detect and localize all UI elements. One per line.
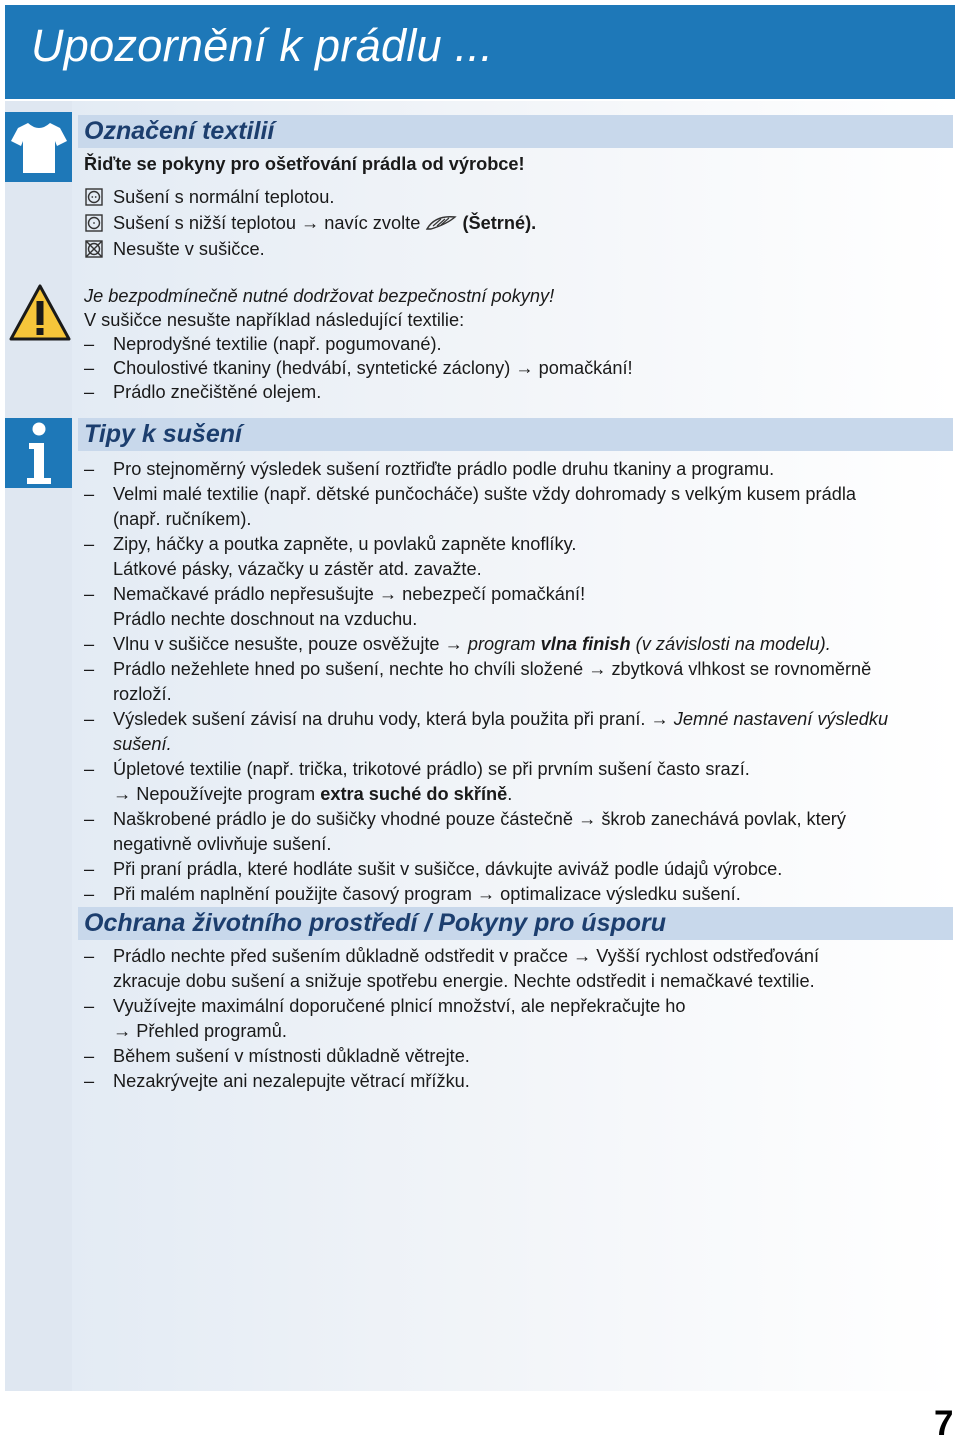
warning-heading: Je bezpodmínečně nutné dodržovat bezpečnostní pokyny! [84, 286, 555, 306]
tip-wool-program: program [467, 634, 536, 654]
gentle-icon [425, 214, 457, 232]
symbol-low-text [113, 214, 536, 232]
info-icon-box [5, 418, 72, 488]
bullet-dash: – [84, 484, 95, 504]
tip-line: Zipy, háčky a poutka zapněte, u povlaků zapněte knoflíky. [113, 534, 577, 554]
tip-line: Úpletové textilie (např. trička, trikotové prádlo) se při prvním sušení často srazí. [113, 759, 750, 779]
tip-line: Prádlo nechte doschnout na vzduchu. [113, 609, 418, 629]
tip-line: Velmi malé textilie (např. dětské punčocháče) sušte vždy dohromady s velkým kusem prádla [113, 484, 856, 504]
textile-intro: Řiďte se pokyny pro ošetřování prádla od výrobce! [84, 154, 525, 174]
symbol-no-dry-text: Nesušte v sušičce. [113, 239, 265, 259]
tip-line: Při malém naplnění použijte časový program → optimalizace výsledku sušení. [113, 884, 741, 904]
eco-section-title: Ochrana životního prostředí / Pokyny pro úsporu [84, 909, 667, 937]
tip-line [113, 785, 512, 803]
bullet-dash: – [84, 809, 95, 829]
tip-wool-text: Vlnu v sušičce nesušte, pouze osvěžujte → [113, 634, 463, 654]
tip-line: sušení. [113, 734, 172, 754]
warning-item: Choulostivé tkaniny (hedvábí, syntetické záclony) → pomačkání! [113, 358, 633, 378]
eco-line: Využívejte maximální doporučené plnicí množství, ale nepřekračujte ho [113, 996, 686, 1016]
textile-section-title: Označení textilií [84, 117, 275, 145]
tip-line [113, 635, 831, 653]
do-not-tumble-dry-icon [85, 240, 103, 258]
tumble-dry-normal-icon [85, 188, 103, 206]
eco-line: → Přehled programů. [113, 1021, 287, 1041]
warning-intro: V sušičce nesušte například následující textilie: [84, 310, 465, 330]
tip-line: Látkové pásky, vázačky u zástěr atd. zavažte. [113, 559, 482, 579]
bullet-dash: – [84, 1071, 95, 1091]
tip-water-link: Jemné nastavení výsledku [673, 709, 889, 729]
warning-icon [8, 282, 72, 344]
eco-line: Nezakrývejte ani nezalepujte větrací mřížku. [113, 1071, 470, 1091]
bullet-dash: – [84, 996, 95, 1016]
bullet-dash: – [84, 382, 95, 402]
bullet-dash: – [84, 459, 95, 479]
symbol-normal-text: Sušení s normální teplotou. [113, 187, 335, 207]
bullet-dash: – [84, 946, 95, 966]
symbol-low-text-before: Sušení s nižší teplotou → navíc zvolte [113, 213, 421, 233]
tip-line: rozloží. [113, 684, 172, 704]
page-header [5, 5, 955, 99]
shirt-icon [10, 119, 68, 175]
tip-line [113, 710, 888, 728]
tip-line: negativně ovlivňuje sušení. [113, 834, 332, 854]
bullet-dash: – [84, 759, 95, 779]
info-icon [24, 421, 54, 485]
tip-line: Naškrobené prádlo je do sušičky vhodné pouze částečně → škrob zanechává povlak, který [113, 809, 846, 829]
eco-line: Prádlo nechte před sušením důkladně odstředit v pračce → Vyšší rychlost odstřeďování [113, 946, 820, 966]
tips-section-title: Tipy k sušení [84, 420, 242, 448]
tip-line: Při praní prádla, které hodláte sušit v sušičce, dávkujte aviváž podle údajů výrobce. [113, 859, 783, 879]
tip-line: (např. ručníkem). [113, 509, 252, 529]
tip-wool-finish: vlna finish [540, 634, 631, 654]
tip-line: Nemačkavé prádlo nepřesušujte → nebezpečí pomačkání! [113, 584, 586, 604]
tip-knit-period: . [507, 784, 513, 804]
tip-wool-model: (v závislosti na modelu). [635, 634, 831, 654]
tip-knit-text: → Nepoužívejte program [113, 784, 316, 804]
bullet-dash: – [84, 859, 95, 879]
bullet-dash: – [84, 358, 95, 378]
tip-water-text: Výsledek sušení závisí na druhu vody, která byla použita při praní. → [113, 709, 669, 729]
tip-knit-program: extra suché do skříně [320, 784, 508, 804]
tip-line: Prádlo nežehlete hned po sušení, nechte ho chvíli složené → zbytková vlhkost se rovnoměrně [113, 659, 872, 679]
warning-item: Prádlo znečištěné olejem. [113, 382, 322, 402]
bullet-dash: – [84, 534, 95, 554]
bullet-dash: – [84, 1046, 95, 1066]
page-number: 7 [934, 1404, 954, 1443]
page-title: Upozornění k prádlu ... [31, 20, 494, 71]
bullet-dash: – [84, 709, 95, 729]
eco-line: zkracuje dobu sušení a snižuje spotřebu energie. Nechte odstředit i nemačkavé textilie. [113, 971, 815, 991]
tumble-dry-low-icon [85, 214, 103, 232]
symbol-low-text-after: (Šetrné). [462, 213, 537, 233]
bullet-dash: – [84, 884, 95, 904]
tip-line: Pro stejnoměrný výsledek sušení roztřiďte prádlo podle druhu tkaniny a programu. [113, 459, 775, 479]
bullet-dash: – [84, 659, 95, 679]
eco-line: Během sušení v místnosti důkladně větrejte. [113, 1046, 470, 1066]
bullet-dash: – [84, 334, 95, 354]
warning-item: Neprodyšné textilie (např. pogumované). [113, 334, 442, 354]
bullet-dash: – [84, 634, 95, 654]
textile-icon-box [5, 112, 72, 182]
bullet-dash: – [84, 584, 95, 604]
